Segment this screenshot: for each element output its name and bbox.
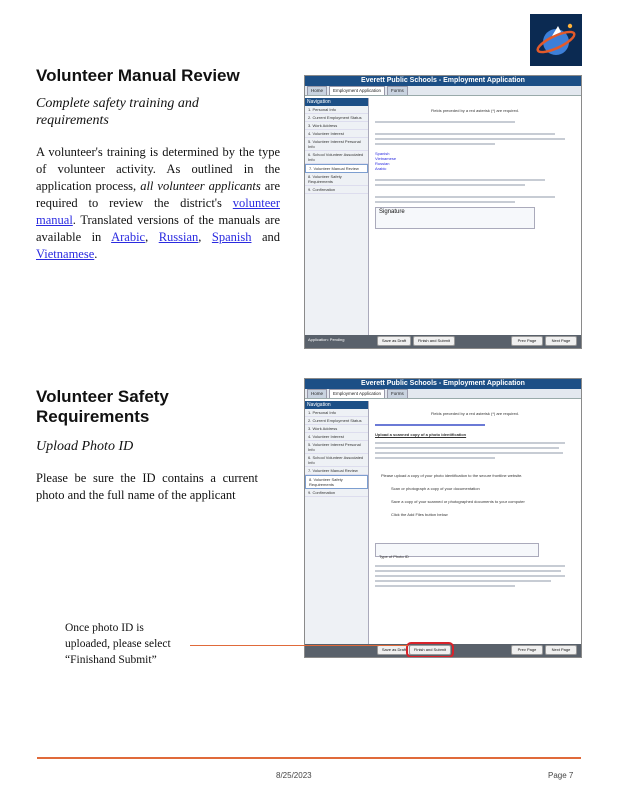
required-note: Fields preceded by a red asterisk (*) are required. [430, 108, 520, 113]
text-line [375, 580, 551, 582]
text-line [375, 133, 555, 135]
signature-field[interactable]: Signature [375, 207, 535, 229]
text-line [375, 143, 495, 145]
text-line [375, 138, 565, 140]
screenshot-manual-review [304, 75, 582, 349]
footer-date: 8/25/2023 [276, 771, 312, 780]
tab-home[interactable]: Home [307, 86, 327, 95]
nav-item[interactable]: 1. Personal Info [305, 409, 368, 417]
next-page-button[interactable]: Next Page [545, 645, 577, 655]
section-heading-manual-review: Volunteer Manual Review [36, 66, 240, 85]
save-as-draft-button[interactable]: Save as Draft [377, 336, 411, 346]
globe-logo-icon [530, 14, 582, 66]
text-line [375, 184, 525, 186]
nav-item[interactable]: 2. Current Employment Status [305, 417, 368, 425]
nav-item[interactable]: 9. Confirmation [305, 489, 368, 497]
prev-page-button[interactable]: Prev Page [511, 336, 543, 346]
navigation-header: Navigation [305, 401, 368, 409]
bullet-item: Save a copy of your scanned or photographed documents to your computer [391, 499, 525, 504]
section-subheading-upload-photo-id: Upload Photo ID [36, 439, 134, 454]
required-note: Fields preceded by a red asterisk (*) are required. [430, 411, 520, 416]
text-line [375, 447, 559, 449]
screenshot-safety-requirements [304, 378, 582, 658]
text-line [375, 575, 565, 577]
spanish-manual-link[interactable]: Spanish [211, 230, 252, 244]
footer-page-number: Page 7 [548, 771, 574, 780]
vietnamese-manual-link[interactable]: Vietnamese [36, 247, 95, 261]
nav-item[interactable]: 6. School Volunteer Associated Info [305, 454, 368, 467]
nav-item[interactable]: 1. Personal Info [305, 106, 368, 114]
nav-item-selected[interactable]: 7. Volunteer Manual Review [305, 164, 368, 173]
content-pane [375, 102, 575, 334]
text-line [375, 442, 565, 444]
text-line [375, 179, 545, 181]
bullet-item: Scan or photograph a copy of your documentation [391, 486, 480, 491]
nav-item[interactable]: 4. Volunteer Interest [305, 433, 368, 441]
volunteer-manual-link[interactable]: volunteer manual [36, 196, 280, 227]
photo-id-paragraph: Please be sure the ID contains a current photo and the full name of the applicant [36, 471, 258, 502]
app-tabs [305, 389, 581, 399]
nav-item[interactable]: 4. Volunteer Interest [305, 130, 368, 138]
footer-rule [37, 757, 581, 759]
text-line [375, 570, 561, 572]
bullet-item: Click the Add Files button below [391, 512, 448, 517]
callout-connector-line [190, 645, 408, 646]
nav-item[interactable]: 3. Work Address [305, 425, 368, 433]
app-title-bar: Everett Public Schools - Employment Application [305, 379, 581, 389]
text-line [375, 121, 515, 123]
tab-employment-application[interactable]: Employment Application [329, 86, 385, 95]
navigation-panel [305, 401, 369, 644]
text-line [375, 196, 555, 198]
prev-page-button[interactable]: Prev Page [511, 645, 543, 655]
app-tabs [305, 86, 581, 96]
manual-review-paragraph: A volunteer's training is determined by the type of volunteer activity. As outlined in the application process, all volunteer applicants are required to review the district's volunteer manual. Translated versions of the manuals are available in Arabic, Russian, Spanish and Vietnamese. [36, 145, 281, 261]
text-line [375, 585, 515, 587]
save-as-draft-button[interactable]: Save as Draft [377, 645, 411, 655]
navigation-panel [305, 98, 369, 335]
nav-item[interactable]: 3. Work Address [305, 122, 368, 130]
text-line [375, 201, 515, 203]
russian-manual-link[interactable]: Russian [158, 230, 199, 244]
tab-home[interactable]: Home [307, 389, 327, 398]
section-heading-safety-requirements: Volunteer Safety Requirements [36, 387, 169, 426]
text-line [375, 452, 563, 454]
nav-item[interactable]: 2. Current Employment Status [305, 114, 368, 122]
next-page-button[interactable]: Next Page [545, 336, 577, 346]
upload-heading: Upload a scanned copy of a photo identification [375, 432, 467, 437]
nav-item[interactable]: 7. Volunteer Manual Review [305, 467, 368, 475]
language-link[interactable]: Spanish [375, 151, 390, 156]
nav-item[interactable]: 5. Volunteer Interest Personal Info [305, 441, 368, 454]
section-subheading-training: Complete safety training and requirements [36, 96, 199, 128]
navigation-header: Navigation [305, 98, 368, 106]
tab-forms[interactable]: Forms [387, 86, 408, 95]
upload-instruction: Please upload a copy of your photo identification to the secure frontline website. [381, 473, 523, 478]
nav-item-selected[interactable]: 8. Volunteer Safety Requirements [305, 475, 368, 489]
callout-text: Once photo ID is uploaded, please select “Finishand Submit” [65, 622, 171, 666]
status-text: Application: Pending [308, 337, 345, 342]
language-link[interactable]: Vietnamese [375, 156, 397, 161]
text-line [375, 565, 565, 567]
district-logo [530, 14, 582, 66]
language-link[interactable]: Russian [375, 161, 390, 166]
file-upload-box[interactable]: Type of Photo ID [375, 543, 539, 557]
arabic-manual-link[interactable]: Arabic [111, 230, 146, 244]
tab-employment-application[interactable]: Employment Application [329, 389, 385, 398]
nav-item[interactable]: 6. School Volunteer Associated Info [305, 151, 368, 164]
nav-item[interactable]: 5. Volunteer Interest Personal Info [305, 138, 368, 151]
nav-item[interactable]: 9. Confirmation [305, 186, 368, 194]
nav-item[interactable]: 8. Volunteer Safety Requirements [305, 173, 368, 186]
app-title-bar: Everett Public Schools - Employment Application [305, 76, 581, 86]
text-line [375, 424, 485, 426]
content-pane [375, 405, 575, 643]
finish-and-submit-button[interactable]: Finish and Submit [413, 336, 455, 346]
finish-and-submit-button[interactable]: Finish and Submit [409, 645, 451, 655]
text-line [375, 457, 495, 459]
language-link[interactable]: Arabic [375, 166, 387, 171]
tab-forms[interactable]: Forms [387, 389, 408, 398]
